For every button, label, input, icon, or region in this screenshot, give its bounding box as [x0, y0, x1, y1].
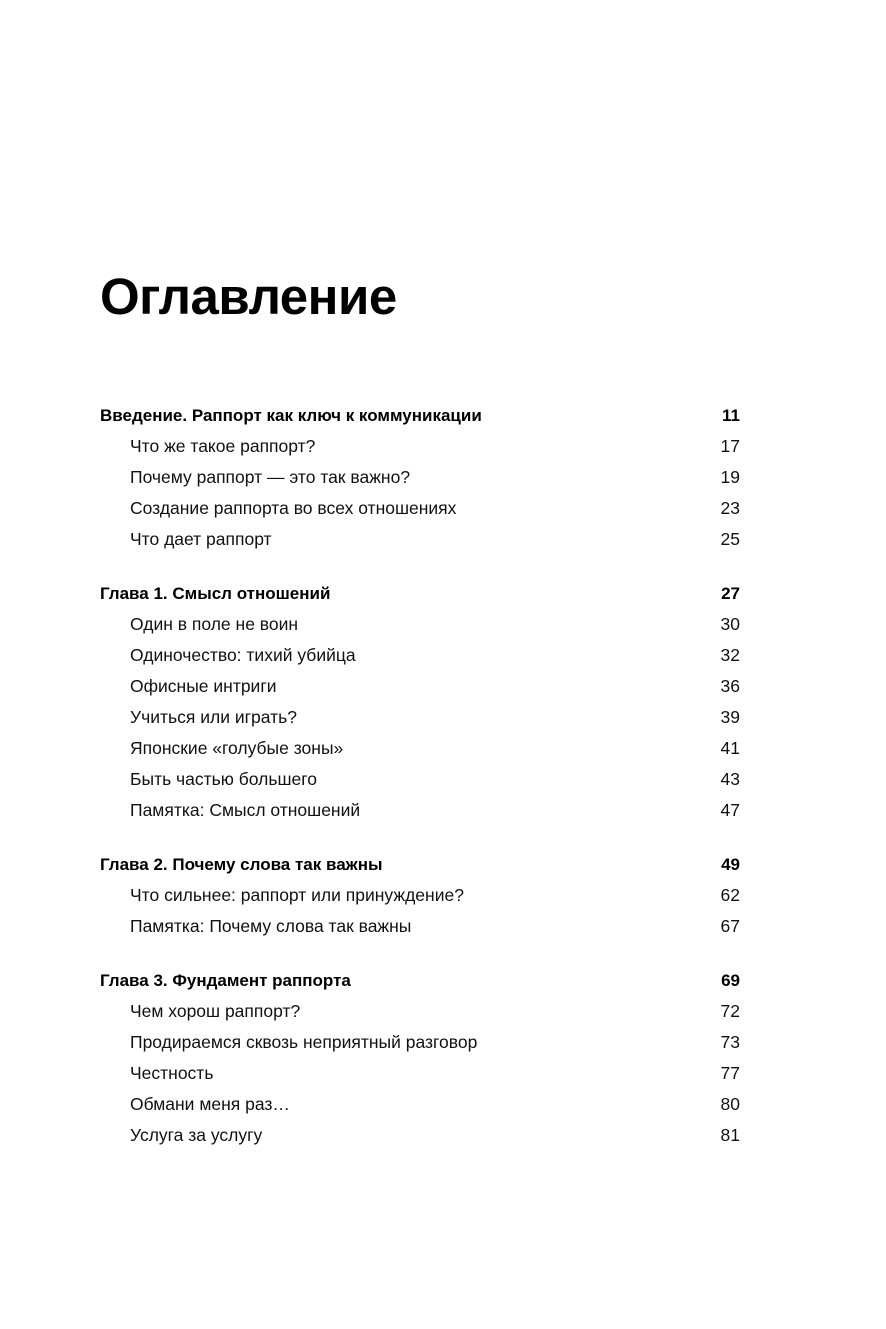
subsection-title: Что же такое раппорт? [130, 436, 316, 456]
subsection-page-number: 72 [720, 1001, 740, 1021]
subsection-page-number: 77 [720, 1063, 740, 1083]
subsection-page-number: 43 [720, 769, 740, 789]
chapter-entry[interactable] [100, 578, 740, 609]
subsection-title: Создание раппорта во всех отношениях [130, 498, 457, 518]
subsection-entry[interactable] [100, 609, 740, 640]
subsection-entry[interactable] [100, 524, 740, 555]
subsection-title: Чем хорош раппорт? [130, 1001, 301, 1021]
subsection-title: Памятка: Смысл отношений [130, 800, 361, 820]
subsection-title: Продираемся сквозь неприятный разговор [130, 1032, 478, 1052]
subsection-title: Быть частью большего [130, 769, 317, 789]
subsection-title: Учиться или играть? [130, 707, 297, 727]
toc-section-introduction [100, 400, 740, 555]
subsection-page-number: 67 [720, 916, 740, 936]
chapter-page-number: 11 [722, 406, 740, 425]
subsection-entry[interactable] [100, 431, 740, 462]
table-of-contents [100, 400, 740, 1174]
subsection-page-number: 41 [720, 738, 740, 758]
chapter-entry[interactable] [100, 849, 740, 880]
toc-section-chapter-1 [100, 578, 740, 826]
chapter-title: Введение. Раппорт как ключ к коммуникации [100, 406, 482, 425]
chapter-title: Глава 2. Почему слова так важны [100, 855, 383, 874]
subsection-page-number: 62 [720, 885, 740, 905]
subsection-entry[interactable] [100, 795, 740, 826]
subsection-entry[interactable] [100, 764, 740, 795]
subsection-page-number: 30 [720, 614, 740, 634]
subsection-entry[interactable] [100, 702, 740, 733]
subsection-entry[interactable] [100, 1089, 740, 1120]
subsection-page-number: 23 [720, 498, 740, 518]
subsection-page-number: 19 [720, 467, 740, 487]
chapter-page-number: 69 [721, 971, 740, 990]
chapter-page-number: 49 [721, 855, 740, 874]
subsection-title: Почему раппорт — это так важно? [130, 467, 411, 487]
page-title: Оглавление [100, 268, 397, 325]
subsection-entry[interactable] [100, 1027, 740, 1058]
subsection-title: Обмани меня раз… [130, 1094, 290, 1114]
subsection-page-number: 25 [720, 529, 740, 549]
subsection-title: Японские «голубые зоны» [130, 738, 344, 758]
subsection-entry[interactable] [100, 880, 740, 911]
chapter-page-number: 27 [721, 584, 740, 603]
subsection-page-number: 80 [720, 1094, 740, 1114]
subsection-entry[interactable] [100, 996, 740, 1027]
toc-section-chapter-3 [100, 965, 740, 1151]
subsection-page-number: 73 [720, 1032, 740, 1052]
subsection-title: Один в поле не воин [130, 614, 299, 634]
toc-section-chapter-2 [100, 849, 740, 942]
subsection-entry[interactable] [100, 1120, 740, 1151]
subsection-entry[interactable] [100, 1058, 740, 1089]
subsection-title: Услуга за услугу [130, 1125, 263, 1145]
subsection-entry[interactable] [100, 462, 740, 493]
subsection-entry[interactable] [100, 640, 740, 671]
subsection-title: Одиночество: тихий убийца [130, 645, 356, 665]
subsection-entry[interactable] [100, 733, 740, 764]
subsection-title: Офисные интриги [130, 676, 277, 696]
subsection-entry[interactable] [100, 671, 740, 702]
subsection-page-number: 36 [720, 676, 740, 696]
subsection-entry[interactable] [100, 911, 740, 942]
chapter-title: Глава 1. Смысл отношений [100, 584, 331, 603]
subsection-title: Честность [130, 1063, 214, 1083]
chapter-title: Глава 3. Фундамент раппорта [100, 971, 351, 990]
chapter-entry[interactable] [100, 400, 740, 431]
subsection-title: Памятка: Почему слова так важны [130, 916, 412, 936]
subsection-page-number: 32 [720, 645, 740, 665]
subsection-page-number: 39 [720, 707, 740, 727]
subsection-title: Что дает раппорт [130, 529, 272, 549]
chapter-entry[interactable] [100, 965, 740, 996]
subsection-page-number: 81 [720, 1125, 740, 1145]
subsection-entry[interactable] [100, 493, 740, 524]
subsection-page-number: 47 [720, 800, 740, 820]
subsection-page-number: 17 [720, 436, 740, 456]
subsection-title: Что сильнее: раппорт или принуждение? [130, 885, 464, 905]
